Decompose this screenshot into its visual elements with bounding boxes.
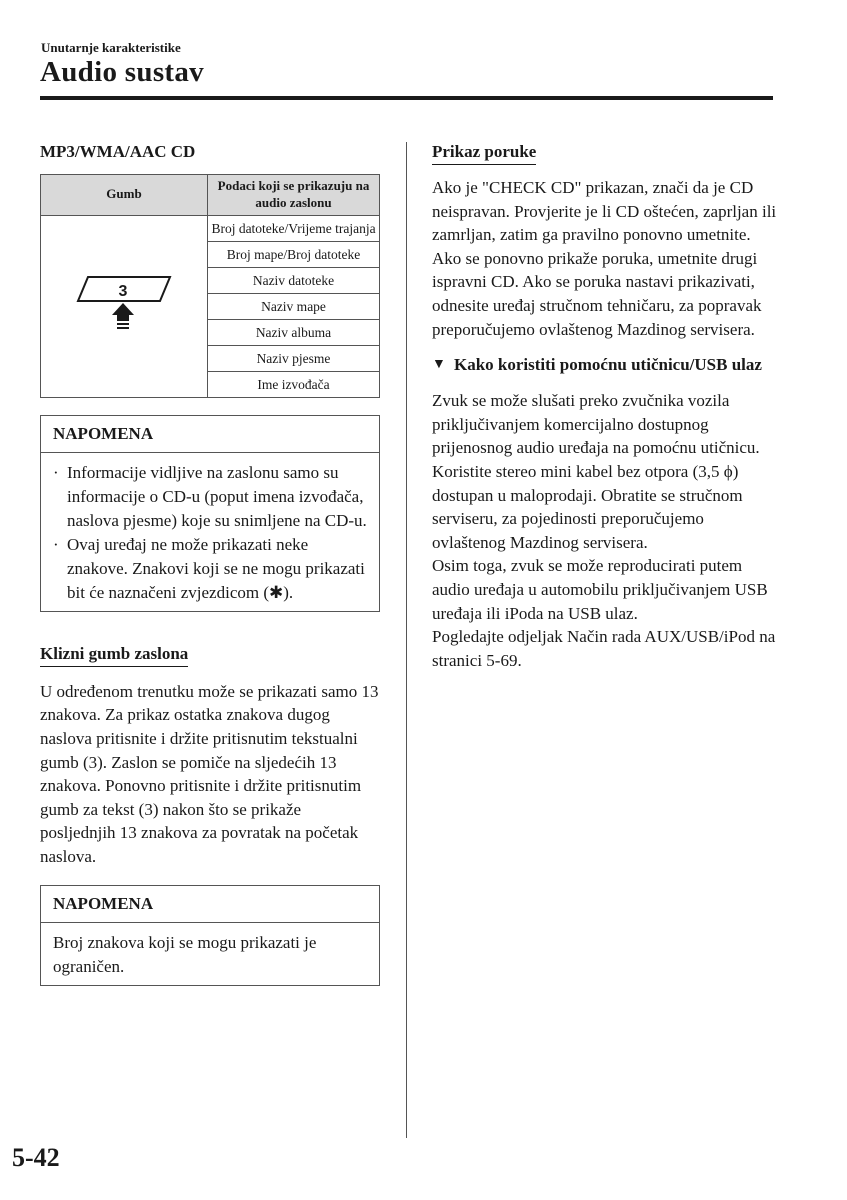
table-row: Naziv pjesme (208, 345, 380, 371)
triangle-down-icon: ▼ (432, 357, 446, 373)
table-row: Broj mape/Broj datoteke (208, 241, 380, 267)
mp3-heading: MP3/WMA/AAC CD (40, 142, 196, 161)
table-header-button: Gumb (41, 175, 208, 216)
button-illustration-cell (41, 215, 208, 397)
note-bullet-end: ). (283, 582, 294, 602)
aux-paragraph: Pogledajte odjeljak Način rada AUX/USB/iPod na stranici 5-69. (432, 627, 776, 670)
left-column (40, 142, 380, 986)
table-row: Ime izvođača (208, 371, 380, 397)
note-body (41, 453, 379, 611)
column-divider (406, 142, 407, 1138)
text-button-3-icon (74, 275, 174, 333)
note-bullet-text: Ovaj uređaj ne može prikazati neke znakove. Znakovi koji se ne mogu prikazati bit će naznačeni zvjezdicom ( (67, 534, 365, 602)
note-bullet: · Informacije vidljive na zaslonu samo su informacije o CD-u (poput imena izvođača, naslova pjesme) koje su snimljene na CD-u. (53, 461, 369, 533)
aux-heading (432, 353, 777, 377)
diameter-symbol-icon: ϕ (723, 461, 733, 481)
message-heading: Prikaz poruke (432, 142, 536, 165)
hand-press-icon (112, 303, 134, 329)
note-heading: NAPOMENA (41, 416, 379, 453)
button-label: 3 (118, 283, 128, 300)
note-box (40, 885, 380, 986)
aux-paragraph: Zvuk se može slušati preko zvučnika vozila priključivanjem komercijalno dostupnog prijenosnog audio uređaja na pomoćnu utičnicu. (432, 391, 760, 458)
table-row: Naziv datoteke (208, 267, 380, 293)
table-row: Naziv albuma (208, 319, 380, 345)
scroll-button-heading: Klizni gumb zaslona (40, 644, 188, 667)
page-number: 5-42 (12, 1143, 60, 1172)
note-bullet-text: Informacije vidljive na zaslonu samo su informacije o CD-u (poput imena izvođača, naslova pjesme) koje su snimljene na CD-u. (67, 462, 367, 530)
note-heading: NAPOMENA (41, 886, 379, 923)
aux-paragraph: Osim toga, zvuk se može reproducirati putem audio uređaja u automobilu priključivanjem USB uređaja ili iPoda na USB ulaz. (432, 556, 768, 623)
section-label: Unutarnje karakteristike (41, 40, 181, 55)
title-rule (40, 96, 773, 100)
scroll-button-text: U određenom trenutku može se prikazati samo 13 znakova. Za prikaz ostatka znakova dugog naslova pritisnite i držite pritisnutim tekstualni gumb (3). Zaslon se pomiče na sljedećih 13 znakova. Ponovno pritisnite i držite pritisnutim gumb za tekst (3) nakon što se prikaže posljednjih 13 znakova za povratak na početak naslova. (40, 681, 379, 866)
page-title: Audio sustav (40, 56, 204, 88)
message-text: Ako je "CHECK CD" prikazan, znači da je CD neispravan. Provjerite je li CD oštećen, zaprljan ili zamrljan, zatim ga pravilno ponovno umetnite. Ako se ponovno prikaže poruka, umetnite drugi ispravni CD. Ako se poruka nastavi prikazivati, odnesite uređaj stručnom tehničaru, za popravak preporučujemo ovlaštenog Mazdinog servisera. (432, 178, 777, 339)
table-row: Naziv mape (208, 293, 380, 319)
right-column (432, 142, 777, 672)
note-text: Broj znakova koji se mogu prikazati je ograničen. (53, 932, 317, 976)
note-box (40, 415, 380, 612)
asterisk-icon: ✱ (269, 582, 284, 603)
note-bullet: · Ovaj uređaj ne može prikazati neke znakove. Znakovi koji se ne mogu prikazati bit će naznačeni zvjezdicom (✱). (53, 534, 365, 603)
table-header-display-info: Podaci koji se prikazuju na audio zaslonu (208, 175, 380, 216)
aux-heading-text: Kako koristiti pomoćnu utičnicu/USB ulaz (454, 355, 762, 375)
cd-display-table (40, 174, 380, 398)
aux-paragraph: Koristite stereo mini kabel bez otpora (3,5 ϕ) dostupan u maloprodaji. Obratite se stručnom serviseru, za pojedinosti preporučujemo ovlaštenog Mazdinog servisera. (432, 461, 743, 552)
table-row: Broj datoteke/Vrijeme trajanja (208, 215, 380, 241)
